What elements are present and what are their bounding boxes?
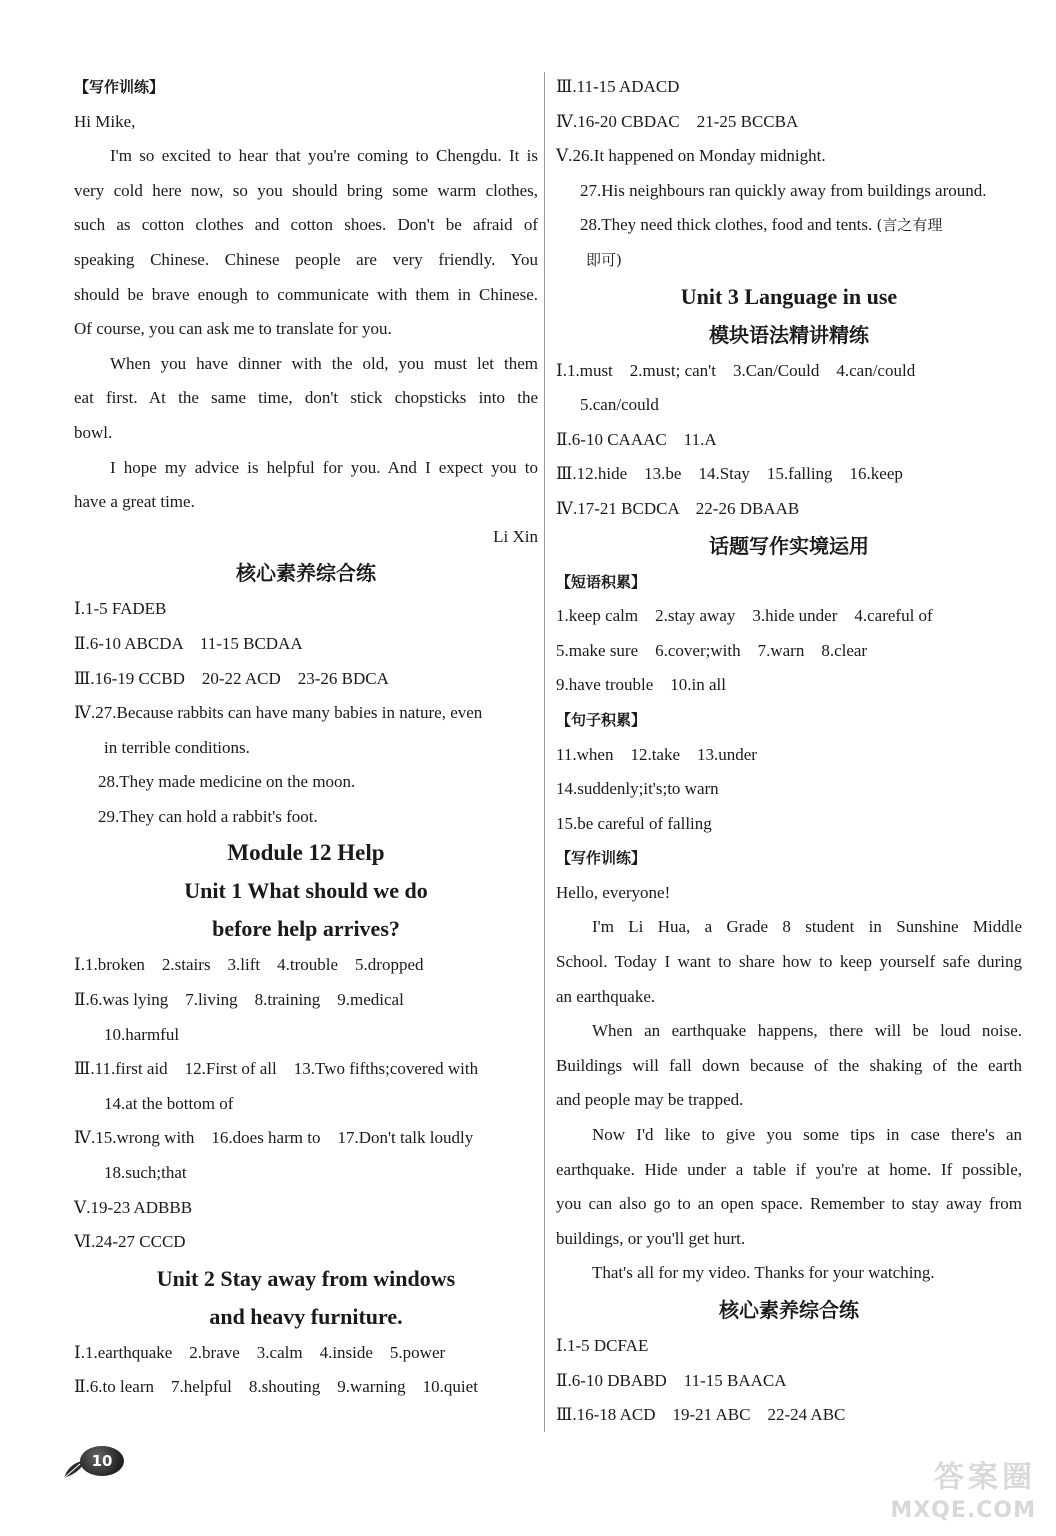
left-column <box>74 70 538 1405</box>
phrase-line: 5.make sure 6.cover;with 7.warn 8.clear <box>556 640 868 660</box>
essay-line: School. Today I want to share how to keep yourself safe during <box>556 952 1022 972</box>
letter-line: very cold here now, so you should bring some warm clothes, <box>74 180 538 200</box>
answer-line: 27.His neighbours ran quickly away from buildings around. <box>580 180 987 200</box>
column-divider <box>544 72 545 1432</box>
answer-line: 5.can/could <box>580 395 659 415</box>
answer-line: Ⅳ.27.Because rabbits can have many babies in nature, even <box>74 703 483 723</box>
answer-line: Ⅴ.26.It happened on Monday midnight. <box>556 146 826 166</box>
answer-line: Ⅲ.16-19 CCBD 20-22 ACD 23-26 BDCA <box>74 668 389 688</box>
section-title-grammar: 模块语法精讲精练 <box>709 322 869 347</box>
letter-line: When you have dinner with the old, you must let them <box>110 353 538 373</box>
letter-line: speaking Chinese. Chinese people are very friendly. You <box>74 249 538 269</box>
phrase-header: 【短语积累】 <box>556 572 647 591</box>
page-number: 10 <box>80 1446 124 1476</box>
answer-line: 14.at the bottom of <box>104 1093 234 1113</box>
essay-line: and people may be trapped. <box>556 1090 744 1110</box>
right-column <box>556 70 1022 1433</box>
answer-line: Ⅱ.6-10 DBABD 11-15 BAACA <box>556 1370 787 1390</box>
answer-text: 28.They need thick clothes, food and tents. <box>580 215 877 235</box>
answer-line: Ⅳ.16-20 CBDAC 21-25 BCCBA <box>556 111 799 131</box>
letter-greeting: Hi Mike, <box>74 111 136 131</box>
essay-line: When an earthquake happens, there will be loud noise. <box>592 1021 1022 1041</box>
answer-line: Ⅵ.24-27 CCCD <box>74 1232 186 1252</box>
unit3-title: Unit 3 Language in use <box>680 283 898 309</box>
answer-line <box>556 208 1022 243</box>
answer-line: Ⅱ.6-10 ABCDA 11-15 BCDAA <box>74 633 303 653</box>
answer-line: Ⅴ.19-23 ADBBB <box>74 1197 193 1217</box>
essay-line: Buildings will fall down because of the shaking of the earth <box>556 1055 1022 1075</box>
letter-line: I'm so excited to hear that you're coming to Chengdu. It is <box>110 146 538 166</box>
answer-line: Ⅱ.6.was lying 7.living 8.training 9.medical <box>74 990 404 1010</box>
watermark-top: 答案圈 <box>934 1460 1036 1495</box>
writing-training-header: 【写作训练】 <box>556 849 647 868</box>
letter-line: Of course, you can ask me to translate for you. <box>74 319 392 339</box>
answer-line: 18.such;that <box>104 1163 187 1183</box>
letter-line: I hope my advice is helpful for you. And I expect you to <box>110 457 538 477</box>
answer-note-cont: 即可) <box>586 250 622 269</box>
answer-line: 10.harmful <box>104 1024 180 1044</box>
letter-line: bowl. <box>74 422 113 442</box>
answer-line: Ⅰ.1-5 DCFAE <box>556 1336 649 1355</box>
phrase-line: 9.have trouble 10.in all <box>556 675 726 695</box>
unit1-title-cont: before help arrives? <box>212 916 400 942</box>
letter-line: such as cotton clothes and cotton shoes. Don't be afraid of <box>74 215 538 235</box>
letter-line: have a great time. <box>74 492 195 512</box>
essay-line: earthquake. Hide under a table if you're at home. If possible, <box>556 1159 1022 1179</box>
sentence-line: 11.when 12.take 13.under <box>556 744 757 764</box>
sentence-line: 14.suddenly;it's;to warn <box>556 779 719 799</box>
answer-line: Ⅱ.6.to learn 7.helpful 8.shouting 9.warning 10.quiet <box>74 1377 478 1397</box>
answer-line: Ⅰ.1.broken 2.stairs 3.lift 4.trouble 5.dropped <box>74 955 424 975</box>
sentence-line: 15.be careful of falling <box>556 813 712 833</box>
answer-line: in terrible conditions. <box>104 737 250 757</box>
essay-line: That's all for my video. Thanks for your watching. <box>592 1263 935 1283</box>
answer-line: Ⅰ.1.must 2.must; can't 3.Can/Could 4.can/could <box>556 360 916 380</box>
answer-line: Ⅲ.12.hide 13.be 14.Stay 15.falling 16.keep <box>556 464 903 484</box>
answer-line: Ⅲ.11-15 ADACD <box>556 77 680 96</box>
essay-line: buildings, or you'll get hurt. <box>556 1228 746 1248</box>
essay-greeting: Hello, everyone! <box>556 882 671 902</box>
essay-line: you can also go to an open space. Remember to stay away from <box>556 1194 1022 1214</box>
section-title-core: 核心素养综合练 <box>236 561 376 586</box>
section-title-core: 核心素养综合练 <box>719 1298 859 1322</box>
unit1-title: Unit 1 What should we do <box>184 878 428 904</box>
answer-note: (言之有理 <box>876 216 943 235</box>
answer-line: Ⅰ.1.earthquake 2.brave 3.calm 4.inside 5.power <box>74 1342 446 1362</box>
letter-line: should be brave enough to communicate with them in Chinese. <box>74 284 538 304</box>
essay-line: an earthquake. <box>556 986 656 1006</box>
writing-training-header: 【写作训练】 <box>74 78 165 96</box>
answer-line: Ⅳ.17-21 BCDCA 22-26 DBAAB <box>556 498 800 518</box>
essay-line: Now I'd like to give you some tips in case there's an <box>592 1125 1022 1145</box>
unit2-title: Unit 2 Stay away from windows <box>156 1265 456 1291</box>
letter-signature: Li Xin <box>493 526 538 546</box>
essay-line: I'm Li Hua, a Grade 8 student in Sunshine Middle <box>592 917 1022 937</box>
answer-line: 28.They made medicine on the moon. <box>98 772 356 792</box>
watermark-bottom: MXQE.COM <box>890 1498 1036 1523</box>
answer-line: Ⅱ.6-10 CAAAC 11.A <box>556 429 717 449</box>
page-number-badge <box>60 1440 140 1480</box>
unit2-title-cont: and heavy furniture. <box>209 1303 403 1329</box>
watermark-logo <box>868 1458 1036 1530</box>
answer-line: Ⅰ.1-5 FADEB <box>74 599 167 619</box>
phrase-line: 1.keep calm 2.stay away 3.hide under 4.careful of <box>556 606 933 626</box>
sentence-header: 【句子积累】 <box>556 710 647 729</box>
module-title: Module 12 Help <box>227 840 385 866</box>
answer-line: Ⅳ.15.wrong with 16.does harm to 17.Don't talk loudly <box>74 1128 474 1148</box>
answer-line: 29.They can hold a rabbit's foot. <box>98 806 318 826</box>
answer-line: Ⅲ.11.first aid 12.First of all 13.Two fifths;covered with <box>74 1059 479 1079</box>
letter-line: eat first. At the same time, don't stick chopsticks into the <box>74 388 538 408</box>
answer-line: Ⅲ.16-18 ACD 19-21 ABC 22-24 ABC <box>556 1405 846 1425</box>
section-title-topic: 话题写作实境运用 <box>709 533 869 558</box>
